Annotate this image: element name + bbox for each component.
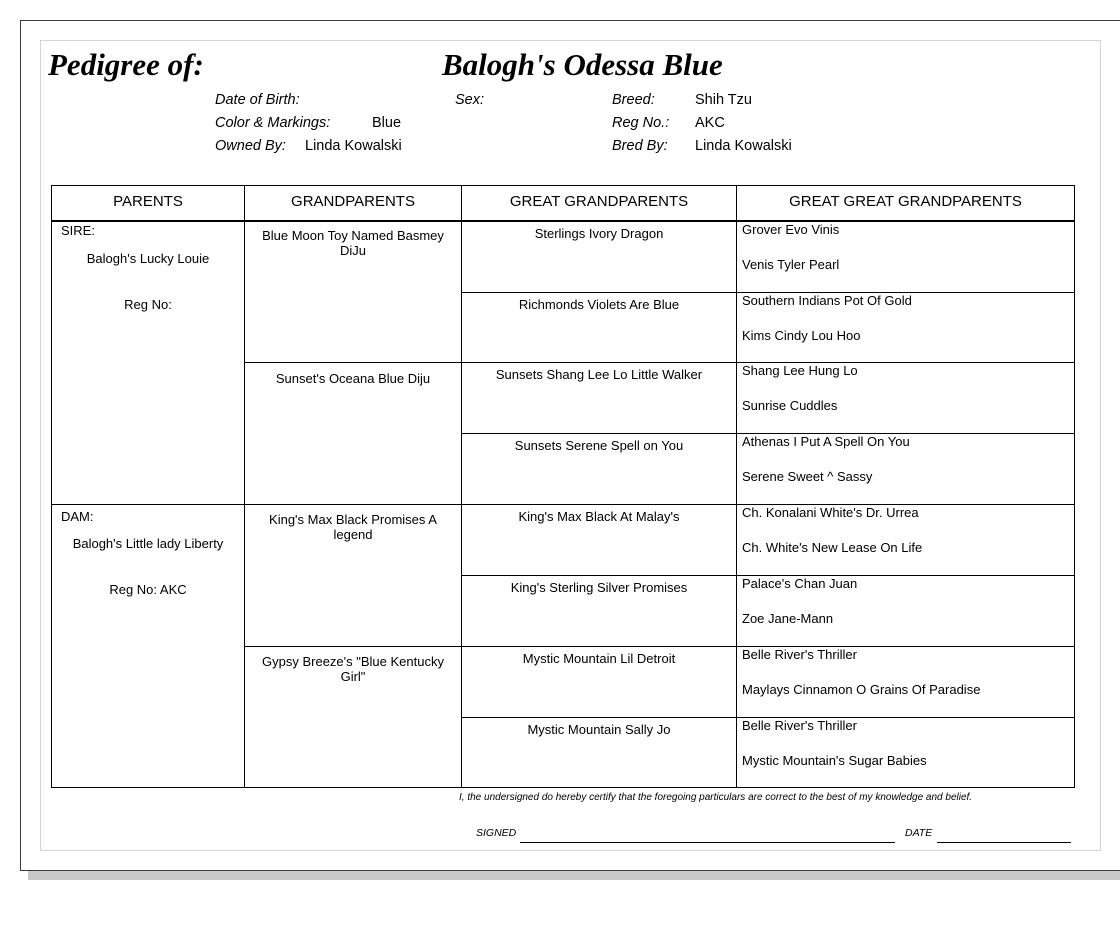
ancestor-name: Zoe Jane-Mann bbox=[742, 611, 834, 626]
signed-label: SIGNED bbox=[476, 827, 517, 839]
breed-label: Breed: bbox=[612, 92, 655, 108]
dam-name: Balogh's Little lady Liberty bbox=[72, 536, 224, 551]
great-grandparent-cell: Mystic Mountain Lil Detroit bbox=[461, 646, 737, 718]
ancestor-name: Kims Cindy Lou Hoo bbox=[742, 328, 861, 343]
great-great-grandparent-cell bbox=[736, 362, 1075, 434]
header-great-great-grandparents: GREAT GREAT GRANDPARENTS bbox=[736, 185, 1075, 222]
sire-name: Balogh's Lucky Louie bbox=[86, 251, 210, 266]
ancestor-name: Grover Evo Vinis bbox=[742, 222, 840, 237]
ancestor-name: Palace's Chan Juan bbox=[742, 576, 858, 591]
certification-statement: I, the undersigned do hereby certify that the foregoing particulars are correct to the best of my knowledge and belief. bbox=[459, 792, 973, 803]
ancestor-name: Mystic Mountain's Sugar Babies bbox=[742, 753, 927, 768]
date-label: DATE bbox=[905, 827, 933, 839]
ancestor-name: Southern Indians Pot Of Gold bbox=[742, 293, 912, 308]
great-great-grandparent-cell bbox=[736, 433, 1075, 505]
sire-reg-no: Reg No: bbox=[124, 297, 172, 312]
bred-by-label: Bred By: bbox=[612, 138, 668, 154]
owned-by-label: Owned By: bbox=[215, 138, 286, 154]
ancestor-name: Maylays Cinnamon O Grains Of Paradise bbox=[742, 682, 981, 697]
great-grandparent-cell: Sunsets Shang Lee Lo Little Walker bbox=[461, 362, 737, 434]
grandparent-cell: King's Max Black Promises A legend bbox=[244, 504, 462, 647]
great-grandparent-cell: Sunsets Serene Spell on You bbox=[461, 433, 737, 505]
ancestor-name: Belle River's Thriller bbox=[742, 718, 857, 733]
great-great-grandparent-cell bbox=[736, 504, 1075, 576]
ancestor-name: Belle River's Thriller bbox=[742, 647, 857, 662]
grandparent-cell: Blue Moon Toy Named Basmey DiJu bbox=[244, 221, 462, 363]
signature-line bbox=[520, 842, 895, 843]
reg-no-value: AKC bbox=[695, 115, 725, 131]
great-great-grandparent-cell bbox=[736, 717, 1075, 788]
pedigree-heading: Pedigree of: bbox=[48, 47, 204, 82]
sire-label: SIRE: bbox=[61, 223, 95, 238]
great-grandparent-cell: King's Sterling Silver Promises bbox=[461, 575, 737, 647]
grandparent-cell: Gypsy Breeze's "Blue Kentucky Girl" bbox=[244, 646, 462, 788]
date-line bbox=[937, 842, 1071, 843]
great-great-grandparent-cell bbox=[736, 221, 1075, 293]
great-grandparent-cell: Sterlings Ivory Dragon bbox=[461, 221, 737, 293]
great-grandparent-cell: Richmonds Violets Are Blue bbox=[461, 292, 737, 363]
owned-by-value: Linda Kowalski bbox=[305, 138, 402, 154]
sex-label: Sex: bbox=[455, 92, 485, 108]
reg-no-label: Reg No.: bbox=[612, 115, 670, 131]
dam-label: DAM: bbox=[61, 509, 94, 524]
ancestor-name: Venis Tyler Pearl bbox=[742, 257, 840, 272]
great-grandparent-cell: King's Max Black At Malay's bbox=[461, 504, 737, 576]
ancestor-name: Shang Lee Hung Lo bbox=[742, 363, 858, 378]
dam-cell bbox=[51, 504, 245, 788]
great-great-grandparent-cell bbox=[736, 646, 1075, 718]
color-markings-label: Color & Markings: bbox=[215, 115, 331, 131]
header-great-grandparents: GREAT GRANDPARENTS bbox=[461, 185, 737, 222]
great-great-grandparent-cell bbox=[736, 575, 1075, 647]
header-grandparents: GRANDPARENTS bbox=[244, 185, 462, 222]
dog-name-title: Balogh's Odessa Blue bbox=[442, 47, 723, 82]
sire-cell bbox=[51, 221, 245, 505]
date-of-birth-label: Date of Birth: bbox=[215, 92, 300, 108]
dam-reg-no: Reg No: AKC bbox=[109, 582, 187, 597]
bred-by-value: Linda Kowalski bbox=[695, 138, 792, 154]
grandparent-cell: Sunset's Oceana Blue Diju bbox=[244, 362, 462, 505]
color-markings-value: Blue bbox=[372, 115, 402, 131]
ancestor-name: Athenas I Put A Spell On You bbox=[742, 434, 910, 449]
great-great-grandparent-cell bbox=[736, 292, 1075, 363]
great-grandparent-cell: Mystic Mountain Sally Jo bbox=[461, 717, 737, 788]
header-parents: PARENTS bbox=[51, 185, 245, 222]
ancestor-name: Ch. Konalani White's Dr. Urrea bbox=[742, 505, 919, 520]
breed-value: Shih Tzu bbox=[695, 92, 752, 108]
ancestor-name: Sunrise Cuddles bbox=[742, 398, 838, 413]
ancestor-name: Serene Sweet ^ Sassy bbox=[742, 469, 873, 484]
ancestor-name: Ch. White's New Lease On Life bbox=[742, 540, 923, 555]
